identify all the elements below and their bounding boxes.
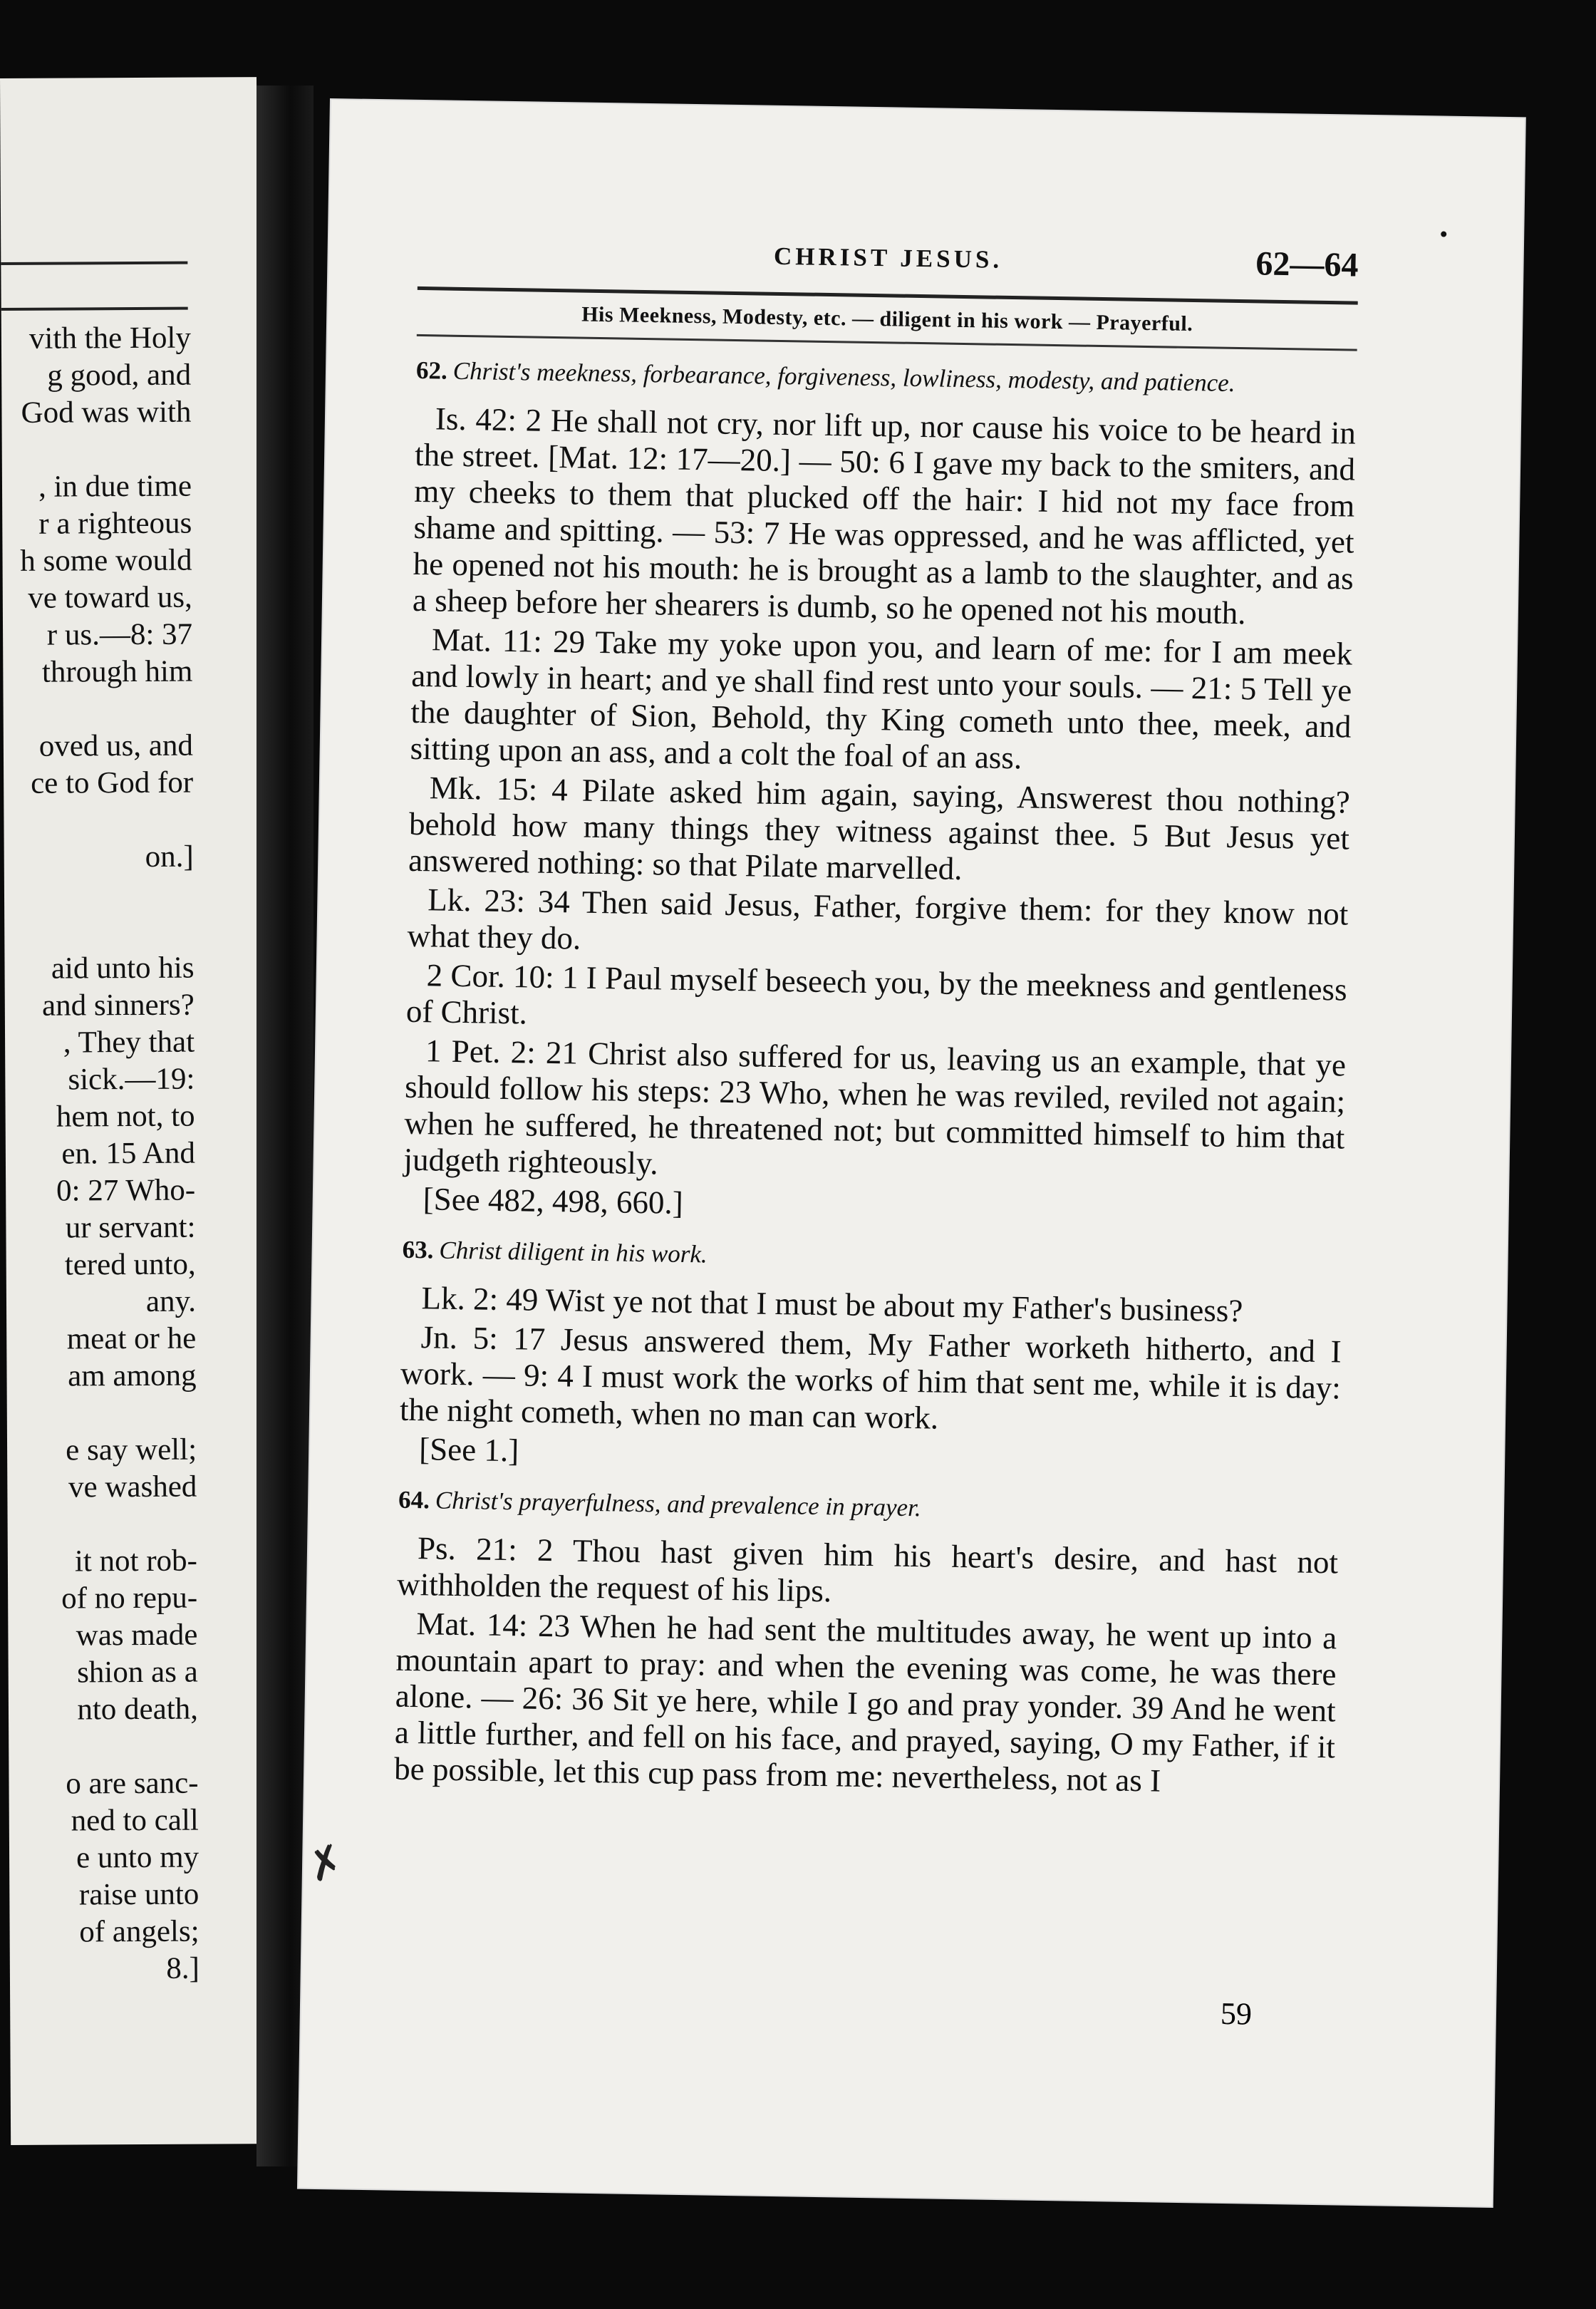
left-page-blank-line: [0, 802, 194, 840]
left-page-line: God was with: [21, 395, 192, 430]
scripture-verse: 1 Pet. 2: 21 Christ also suffered for us, leaving us an example, that ye should follow his steps: 23 Who, when he was reviled, reviled not again; when he suffered, he threatened not; but committed himself to him that judgeth righteously.: [403, 1033, 1347, 1182]
page-content: [393, 237, 1358, 1820]
left-page-blank-line: [0, 876, 194, 914]
left-page-blank-line: [0, 691, 193, 729]
left-page-line: it not rob-: [74, 1544, 198, 1579]
left-page-line: r a righteous: [38, 506, 192, 541]
left-page-line: any.: [145, 1284, 197, 1318]
left-page-line: r us.—8: 37: [46, 617, 193, 652]
section-number: 64.: [398, 1485, 430, 1514]
left-page-line: ve washed: [68, 1469, 197, 1504]
left-page-blank-line: [0, 1506, 197, 1544]
left-page-line: of no repu-: [61, 1581, 198, 1616]
scripture-verse: 2 Cor. 10: 1 I Paul myself beseech you, by the meekness and gentleness of Christ.: [405, 957, 1347, 1031]
left-page-blank-line: [0, 913, 194, 951]
scripture-verse: Lk. 2: 49 Wist ye not that I must be about my Father's business?: [421, 1280, 1243, 1329]
left-page-line: nto death,: [77, 1692, 199, 1727]
section: [394, 1486, 1339, 1802]
running-subhead: His Meekness, Modesty, etc. — diligent in his work — Prayerful.: [581, 302, 1193, 336]
left-page-line: g good, and: [47, 358, 192, 393]
left-page-line: on.]: [145, 840, 194, 874]
sections: [394, 356, 1357, 1802]
section-title: Christ diligent in his work.: [439, 1236, 708, 1269]
scripture-verse: Mk. 15: 4 Pilate asked him again, saying, Answerest thou nothing? behold how many things they witness against thee. 5 But Jesus yet answered nothing: so that Pilate marvelled.: [408, 770, 1351, 887]
handwritten-margin-mark: ✗: [300, 1834, 351, 1894]
cross-reference: [See 482, 498, 660.]: [423, 1181, 684, 1221]
section-heading: [398, 1486, 1339, 1529]
left-page-top-rule: [1, 262, 187, 265]
section-title: Christ's prayerfulness, and prevalence in prayer.: [435, 1486, 921, 1522]
left-page-line: was made: [76, 1618, 198, 1653]
scripture-verse: Mat. 14: 23 When he had sent the multitudes away, he went up into a mountain apart to pray: and when the evening was come, he was there alone. — 26: 36 Sit ye here, while I go and pray yonder. 39 And he went a little further, and fell on his face, and prayed, saying, O my Father, if it be possible, let this cup pass from me: nevertheless, not as I: [393, 1606, 1337, 1799]
cross-reference: [See 1.]: [418, 1431, 519, 1469]
left-page-line: meat or he: [66, 1321, 197, 1356]
left-page-line: ur servant:: [65, 1210, 196, 1245]
page-title: CHRIST JESUS.: [773, 242, 1003, 274]
left-page-line: , They that: [63, 1025, 195, 1060]
section: [403, 356, 1357, 1232]
section-number: 62.: [415, 356, 448, 385]
left-page-line: oved us, and: [38, 728, 194, 763]
section-number: 63.: [402, 1235, 434, 1264]
scripture-verse: Is. 42: 2 He shall not cry, nor lift up, nor cause his voice to be heard in the street. [Mat. 12: 17—20.] — 50: 6 I gave my back to the smiters, and my cheeks to them that plucked off the hair: I hid not my face from shame and spitting. — 53: 7 He was oppressed, and he was afflicted, yet he opened not his mouth: he is brought as a lamb to the slaughter, and as a sheep before her shearers is dumb, so he opened not his mouth.: [412, 401, 1357, 631]
left-page-line: aid unto his: [51, 951, 195, 986]
left-page-line: and sinners?: [41, 988, 195, 1023]
left-page-text: [0, 320, 200, 1989]
left-page-line: am among: [68, 1358, 197, 1393]
left-page-line: o are sanc-: [66, 1766, 199, 1801]
left-page-line: 0: 27 Who-: [56, 1173, 196, 1208]
page-number: 59: [1220, 1995, 1253, 2032]
left-page-line: vith the Holy: [28, 321, 192, 356]
left-page-blank-line: [0, 1728, 198, 1767]
left-page-line: 8.]: [166, 1951, 200, 1985]
left-page-line: ned to call: [71, 1803, 199, 1838]
section-heading: [416, 356, 1357, 400]
scripture-verse: Lk. 23: 34 Then said Jesus, Father, forgive them: for they know not what they do.: [407, 882, 1349, 956]
left-page-line: , in due time: [38, 469, 192, 504]
section-title: Christ's meekness, forbearance, forgiveness, lowliness, modesty, and patience.: [452, 356, 1235, 397]
left-page-second-rule: [1, 307, 188, 311]
scripture-verse: Jn. 5: 17 Jesus answered them, My Father worketh hitherto, and I work. — 9: 4 I must work the works of him that sent me, while it is day: the night cometh, when no man can work.: [399, 1319, 1342, 1436]
left-page-line: e unto my: [76, 1840, 200, 1875]
section: [399, 1236, 1343, 1482]
scripture-verse: Ps. 21: 2 Thou hast given him his heart's desire, and hast not withholden the request of his lips.: [396, 1530, 1339, 1609]
scripture-verse: Mat. 11: 29 Take my yoke upon you, and learn of me: for I am meek and lowly in heart; and ye shall find rest unto your souls. — 21: 5 Tell ye the daughter of Sion, Behold, thy King cometh unto thee, meek, and sitting upon an ass, and a colt the foal of an ass.: [410, 621, 1353, 776]
left-page-line: ve toward us,: [28, 580, 192, 615]
section-heading: [402, 1236, 1342, 1279]
left-page-line: en. 15 And: [61, 1136, 196, 1171]
left-page-line: ce to God for: [30, 765, 194, 800]
left-page-line: hem not, to: [56, 1099, 195, 1134]
left-page-line: sick.—19:: [68, 1062, 195, 1097]
left-page-line: e say well;: [66, 1432, 197, 1467]
left-page-line: tered unto,: [64, 1247, 196, 1282]
paper-speck: [1441, 231, 1446, 237]
left-page-blank-line: [0, 431, 192, 470]
entry-range: 62—64: [1255, 244, 1359, 284]
left-page-line: raise unto: [78, 1877, 200, 1912]
left-page: [0, 77, 267, 2145]
left-page-line: of angels;: [79, 1914, 200, 1949]
left-page-line: h some would: [20, 543, 192, 578]
left-page-blank-line: [0, 1395, 197, 1433]
left-page-line: shion as a: [76, 1655, 198, 1690]
left-page-line: through him: [41, 654, 193, 689]
right-page: [299, 100, 1525, 2206]
